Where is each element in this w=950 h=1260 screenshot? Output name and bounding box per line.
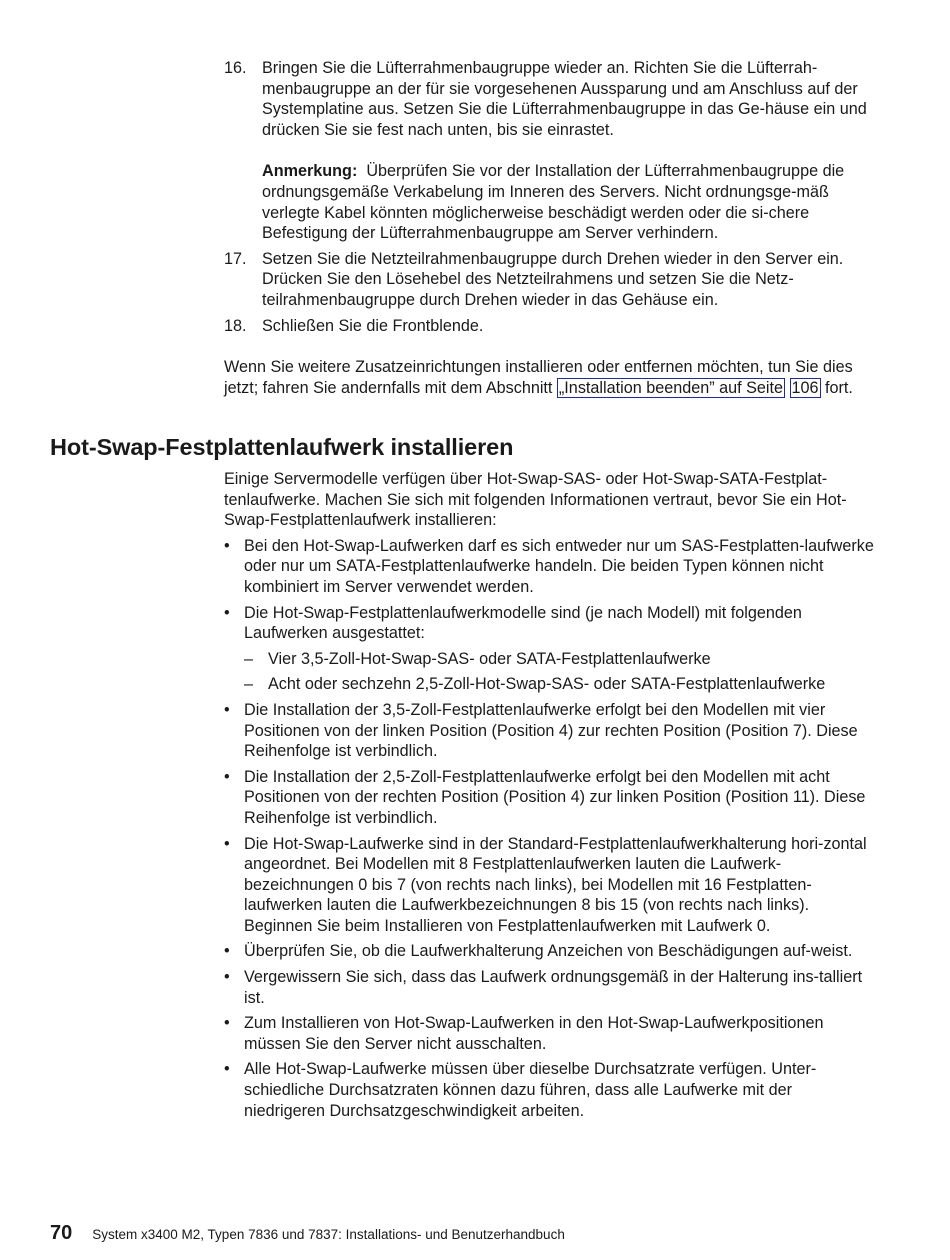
bullet-icon: • [224,1014,230,1033]
step-16 [224,58,874,244]
list-item [224,767,874,829]
continue-paragraph [224,357,874,398]
bullet-icon: • [224,603,230,622]
page-footer [50,1222,565,1245]
note [262,161,874,243]
list-item-text: Alle Hot-Swap-Laufwerke müssen über dieselbe Durchsatzrate verfügen. Unter-schiedliche Durchsatzraten können dazu führen, dass alle Laufwerke mit der niedrigeren Durchsatzgeschwindigkeit arbeiten. [244,1060,817,1120]
bullet-icon: • [224,1060,230,1079]
step-text: Setzen Sie die Netzteilrahmenbaugruppe durch Drehen wieder in den Server ein. Drücken Sie den Lösehebel des Netzteilrahmens und setzen Sie die Netz-teilrahmenbaugruppe durch Drehen wieder in das Gehäuse ein. [262,249,844,309]
bullet-icon: • [224,767,230,786]
dash-icon: – [244,649,254,668]
section-intro: Einige Servermodelle verfügen über Hot-Swap-SAS- oder Hot-Swap-SATA-Festplat-tenlaufwerke. Machen Sie sich mit folgenden Informationen vertraut, bevor Sie ein Hot-Swap-Festplattenlaufwerk installieren: [224,470,847,530]
continue-text-end: fort. [820,378,853,397]
list-item [224,967,874,1008]
list-item-text: Die Installation der 3,5-Zoll-Festplattenlaufwerke erfolgt bei den Modellen mit vier Positionen von der linken Position (Position 4) zur rechten Position (Position 7). Diese Reihenfolge ist verbindlich. [244,700,858,761]
list-item-text: Die Installation der 2,5-Zoll-Festplattenlaufwerke erfolgt bei den Modellen mit acht Positionen von der rechten Position (Position 4) zur linken Position (Position 11). Diese Reihenfolge ist verbindlich. [244,767,866,827]
list-item [224,700,874,762]
continue-text: Wenn Sie weitere Zusatzeinrichtungen installieren oder entfernen möchten, tun Sie dies jetzt; fahren Sie andernfalls mit dem Abschnitt [224,358,853,397]
list-item [224,603,874,695]
list-item-text: Die Hot-Swap-Laufwerke sind in der Standard-Festplattenlaufwerkhalterung hori-zontal angeordnet. Bei Modellen mit 8 Festplattenlaufwerken lauten die Laufwerk-bezeichnungen 0 bis 7 (von rechts nach links), bei Modellen mit 16 Festplatten-laufwerken lauten die Laufwerkbezeichnungen 8 bis 15 (von rechts nach links). Beginnen Sie beim Installieren von Festplattenlaufwerken mit Laufwerk 0. [244,834,867,935]
footer-title: System x3400 M2, Typen 7836 und 7837: Installations- und Benutzerhandbuch [92,1227,565,1242]
step-text: Schließen Sie die Frontblende. [262,316,484,335]
section-body [224,469,874,1121]
list-item-text: Die Hot-Swap-Festplattenlaufwerkmodelle sind (je nach Modell) mit folgenden Laufwerken ausgestattet: [244,603,802,643]
note-text: Überprüfen Sie vor der Installation der Lüfterrahmenbaugruppe die ordnungsgemäße Verkabelung im Inneren des Servers. Nicht ordnungsge-mäß verlegte Kabel könnten möglicherweise beschädigt werden oder die si-chere Befestigung der Lüfterrahmenbaugruppe am Server verhindern. [262,162,845,243]
list-item [224,1059,874,1121]
list-item [224,941,874,962]
list-item [224,834,874,937]
bullet-icon: • [224,536,230,555]
step-17 [224,249,874,311]
dash-icon: – [244,675,254,694]
list-item [224,1013,874,1054]
bullet-icon: • [224,700,230,719]
sub-list-item [244,649,874,670]
list-item [224,536,874,598]
procedure-steps [224,58,874,398]
step-text: Bringen Sie die Lüfterrahmenbaugruppe wieder an. Richten Sie die Lüfterrah-menbaugruppe an der für sie vorgesehenen Aussparung und am Anschluss auf der Systemplatine aus. Setzen Sie die Lüfterrahmenbaugruppe in das Ge-häuse ein und drücken Sie sie fest nach unten, bis sie einrastet. [262,59,867,139]
list-item-text: Zum Installieren von Hot-Swap-Laufwerken in den Hot-Swap-Laufwerkpositionen müssen Sie den Server nicht ausschalten. [244,1014,824,1053]
bullet-icon: • [224,942,230,961]
list-item-text: Vergewissern Sie sich, dass das Laufwerk ordnungsgemäß in der Halterung ins-talliert ist. [244,968,863,1007]
sub-list-item-text: Vier 3,5-Zoll-Hot-Swap-SAS- oder SATA-Festplattenlaufwerke [268,649,711,668]
section-heading: Hot-Swap-Festplattenlaufwerk installieren [50,434,514,460]
list-item-text: Bei den Hot-Swap-Laufwerken darf es sich entweder nur um SAS-Festplatten-laufwerke oder nur um SATA-Festplattenlaufwerke handeln. Die beiden Typen können nicht kombiniert im Server verwendet werden. [244,536,874,596]
step-number: 17. [224,249,247,268]
bullet-icon: • [224,968,230,987]
page-number: 70 [50,1222,73,1244]
list-item-text: Überprüfen Sie, ob die Laufwerkhalterung Anzeichen von Beschädigungen auf-weist. [244,942,853,961]
bullet-icon: • [224,834,230,853]
note-label: Anmerkung: [262,162,358,181]
step-number: 16. [224,59,247,77]
sub-list-item [244,674,874,695]
step-18 [224,316,874,337]
sub-list-item-text: Acht oder sechzehn 2,5-Zoll-Hot-Swap-SAS- oder SATA-Festplattenlaufwerke [268,675,826,694]
cross-reference-page-link[interactable]: 106 [791,378,819,397]
cross-reference-link[interactable]: „Installation beenden” auf Seite [558,378,784,397]
step-number: 18. [224,316,247,335]
